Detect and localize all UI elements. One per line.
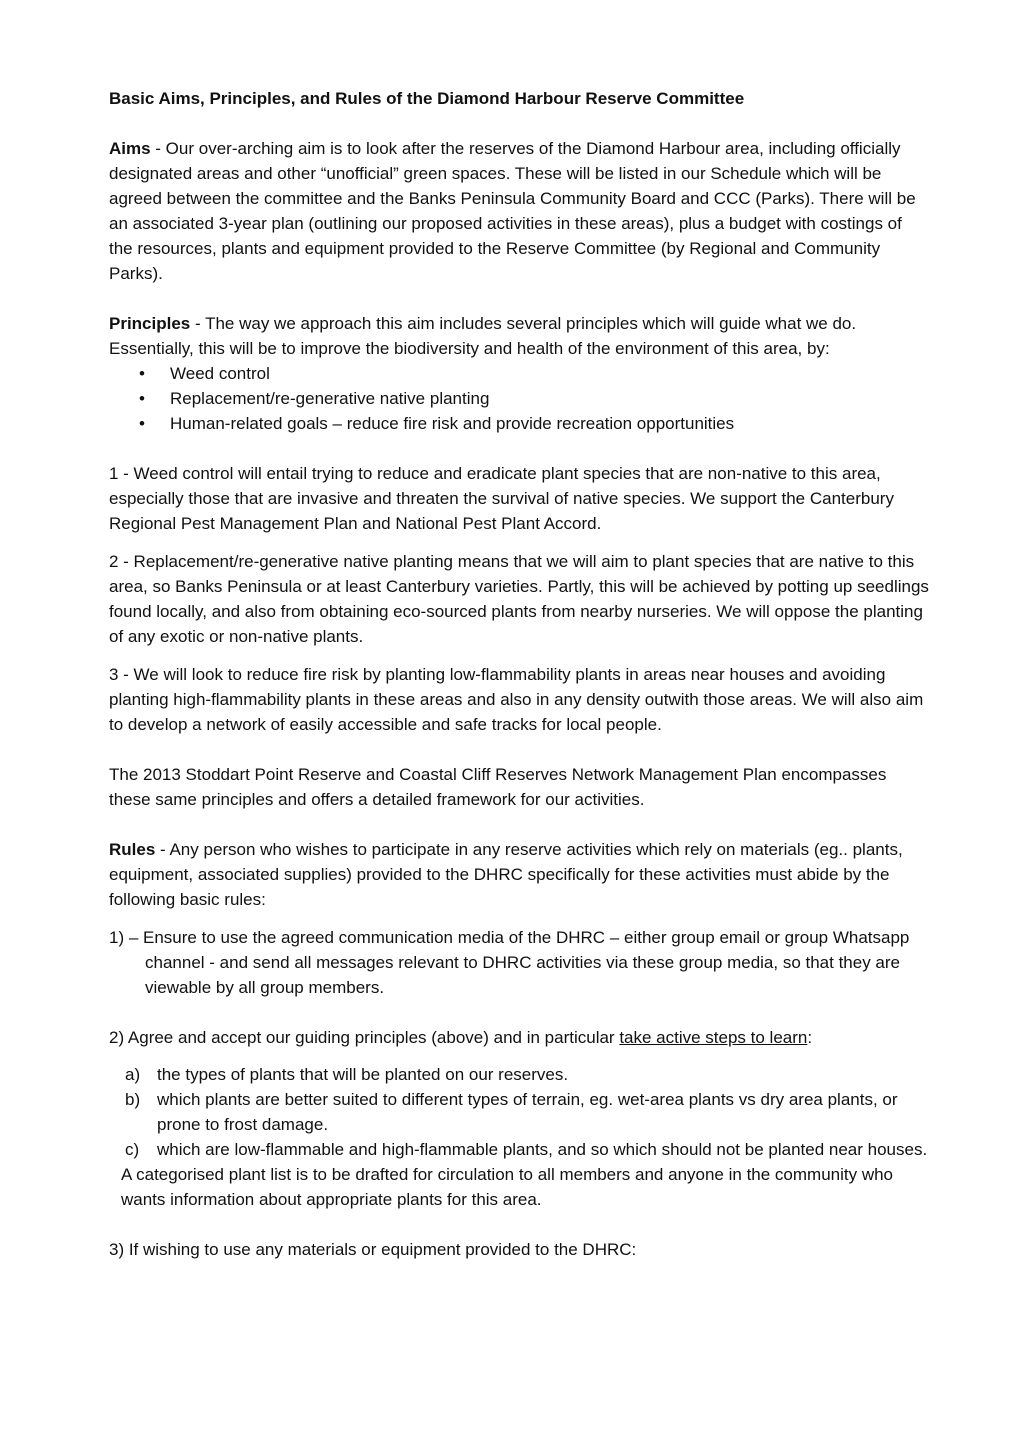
bullet-item	[109, 411, 929, 436]
principles-label: Principles	[109, 314, 191, 333]
principles-bullet-list	[109, 361, 929, 436]
plant-list-note: A categorised plant list is to be drafted for circulation to all members and anyone in the community who wants information about appropriate plants for this area.	[121, 1165, 894, 1209]
principle-detail-weed-control: 1 - Weed control will entail trying to reduce and eradicate plant species that are non-native to this area, especially those that are invasive and threaten the survival of native species. We support the Canterbury Regional Pest Management Plan and National Pest Plant Accord.	[109, 464, 894, 533]
bullet-item-text: Human-related goals – reduce fire risk and provide recreation opportunities	[170, 414, 735, 433]
document-title: Basic Aims, Principles, and Rules of the Diamond Harbour Reserve Committee	[109, 89, 745, 108]
aims-label: Aims	[109, 139, 151, 158]
list-item-text: the types of plants that will be planted on our reserves.	[157, 1065, 569, 1084]
rule-2-suffix: :	[807, 1028, 813, 1047]
rule-2-list-item	[109, 1137, 929, 1162]
list-marker: a)	[125, 1065, 141, 1084]
rule-2-list-item	[109, 1087, 929, 1137]
bullet-item-text: Replacement/re-generative native planting	[170, 389, 490, 408]
rules-label: Rules	[109, 840, 156, 859]
bullet-icon: •	[139, 364, 145, 383]
bullet-icon: •	[139, 389, 145, 408]
document-page	[109, 86, 929, 1262]
principles-text: - The way we approach this aim includes several principles which will guide what we do. Essentially, this will be to improve the biodiversity and health of the environment of this area, by:	[109, 314, 857, 358]
rule-1: 1) – Ensure to use the agreed communication media of the DHRC – either group email or group Whatsapp channel - and send all messages relevant to DHRC activities via these group media, so that they are viewable by all group members.	[109, 928, 910, 997]
bullet-item	[109, 386, 929, 411]
rule-2-heading	[109, 1025, 929, 1050]
aims-paragraph	[109, 136, 929, 286]
principle-detail-native-planting: 2 - Replacement/re-generative native planting means that we will aim to plant species that are native to this area, so Banks Peninsula or at least Canterbury varieties. Partly, this will be achieved by potting up seedlings found locally, and also from obtaining eco-sourced plants from nearby nurseries. We will oppose the planting of any exotic or non-native plants.	[109, 552, 929, 646]
bullet-item-text: Weed control	[170, 364, 270, 383]
rule-2	[109, 1025, 929, 1212]
list-marker: c)	[125, 1140, 140, 1159]
rule-2-prefix: 2) Agree and accept our guiding principles (above) and in particular	[109, 1028, 620, 1047]
rule-2-list	[109, 1062, 929, 1162]
bullet-item	[109, 361, 929, 386]
rules-paragraph	[109, 837, 929, 912]
list-item-text: which plants are better suited to different types of terrain, eg. wet-area plants vs dry area plants, or prone to frost damage.	[157, 1090, 898, 1134]
bullet-icon: •	[139, 414, 145, 433]
list-item-text: which are low-flammable and high-flammable plants, and so which should not be planted near houses.	[157, 1140, 928, 1159]
principles-paragraph	[109, 311, 929, 361]
aims-text: - Our over-arching aim is to look after the reserves of the Diamond Harbour area, including officially designated areas and other “unofficial” green spaces. These will be listed in our Schedule which will be agreed between the committee and the Banks Peninsula Community Board and CCC (Parks). There will be an associated 3-year plan (outlining our proposed activities in these areas), plus a budget with costings of the resources, plants and equipment provided to the Reserve Committee (by Regional and Community Parks).	[109, 139, 916, 283]
rule-2-emphasis: take active steps to learn	[619, 1028, 808, 1047]
management-plan-note: The 2013 Stoddart Point Reserve and Coastal Cliff Reserves Network Management Plan encompasses these same principles and offers a detailed framework for our activities.	[109, 765, 887, 809]
rules-text: - Any person who wishes to participate in any reserve activities which rely on materials (eg.. plants, equipment, associated supplies) provided to the DHRC specifically for these activities must abide by the following basic rules:	[109, 840, 903, 909]
rule-2-list-item	[109, 1062, 929, 1087]
rule-3: 3) If wishing to use any materials or equipment provided to the DHRC:	[109, 1240, 637, 1259]
list-marker: b)	[125, 1090, 141, 1109]
principle-detail-fire-risk: 3 - We will look to reduce fire risk by planting low-flammability plants in areas near houses and avoiding planting high-flammability plants in these areas and also in any density outwith those areas. We will also aim to develop a network of easily accessible and safe tracks for local people.	[109, 665, 924, 734]
